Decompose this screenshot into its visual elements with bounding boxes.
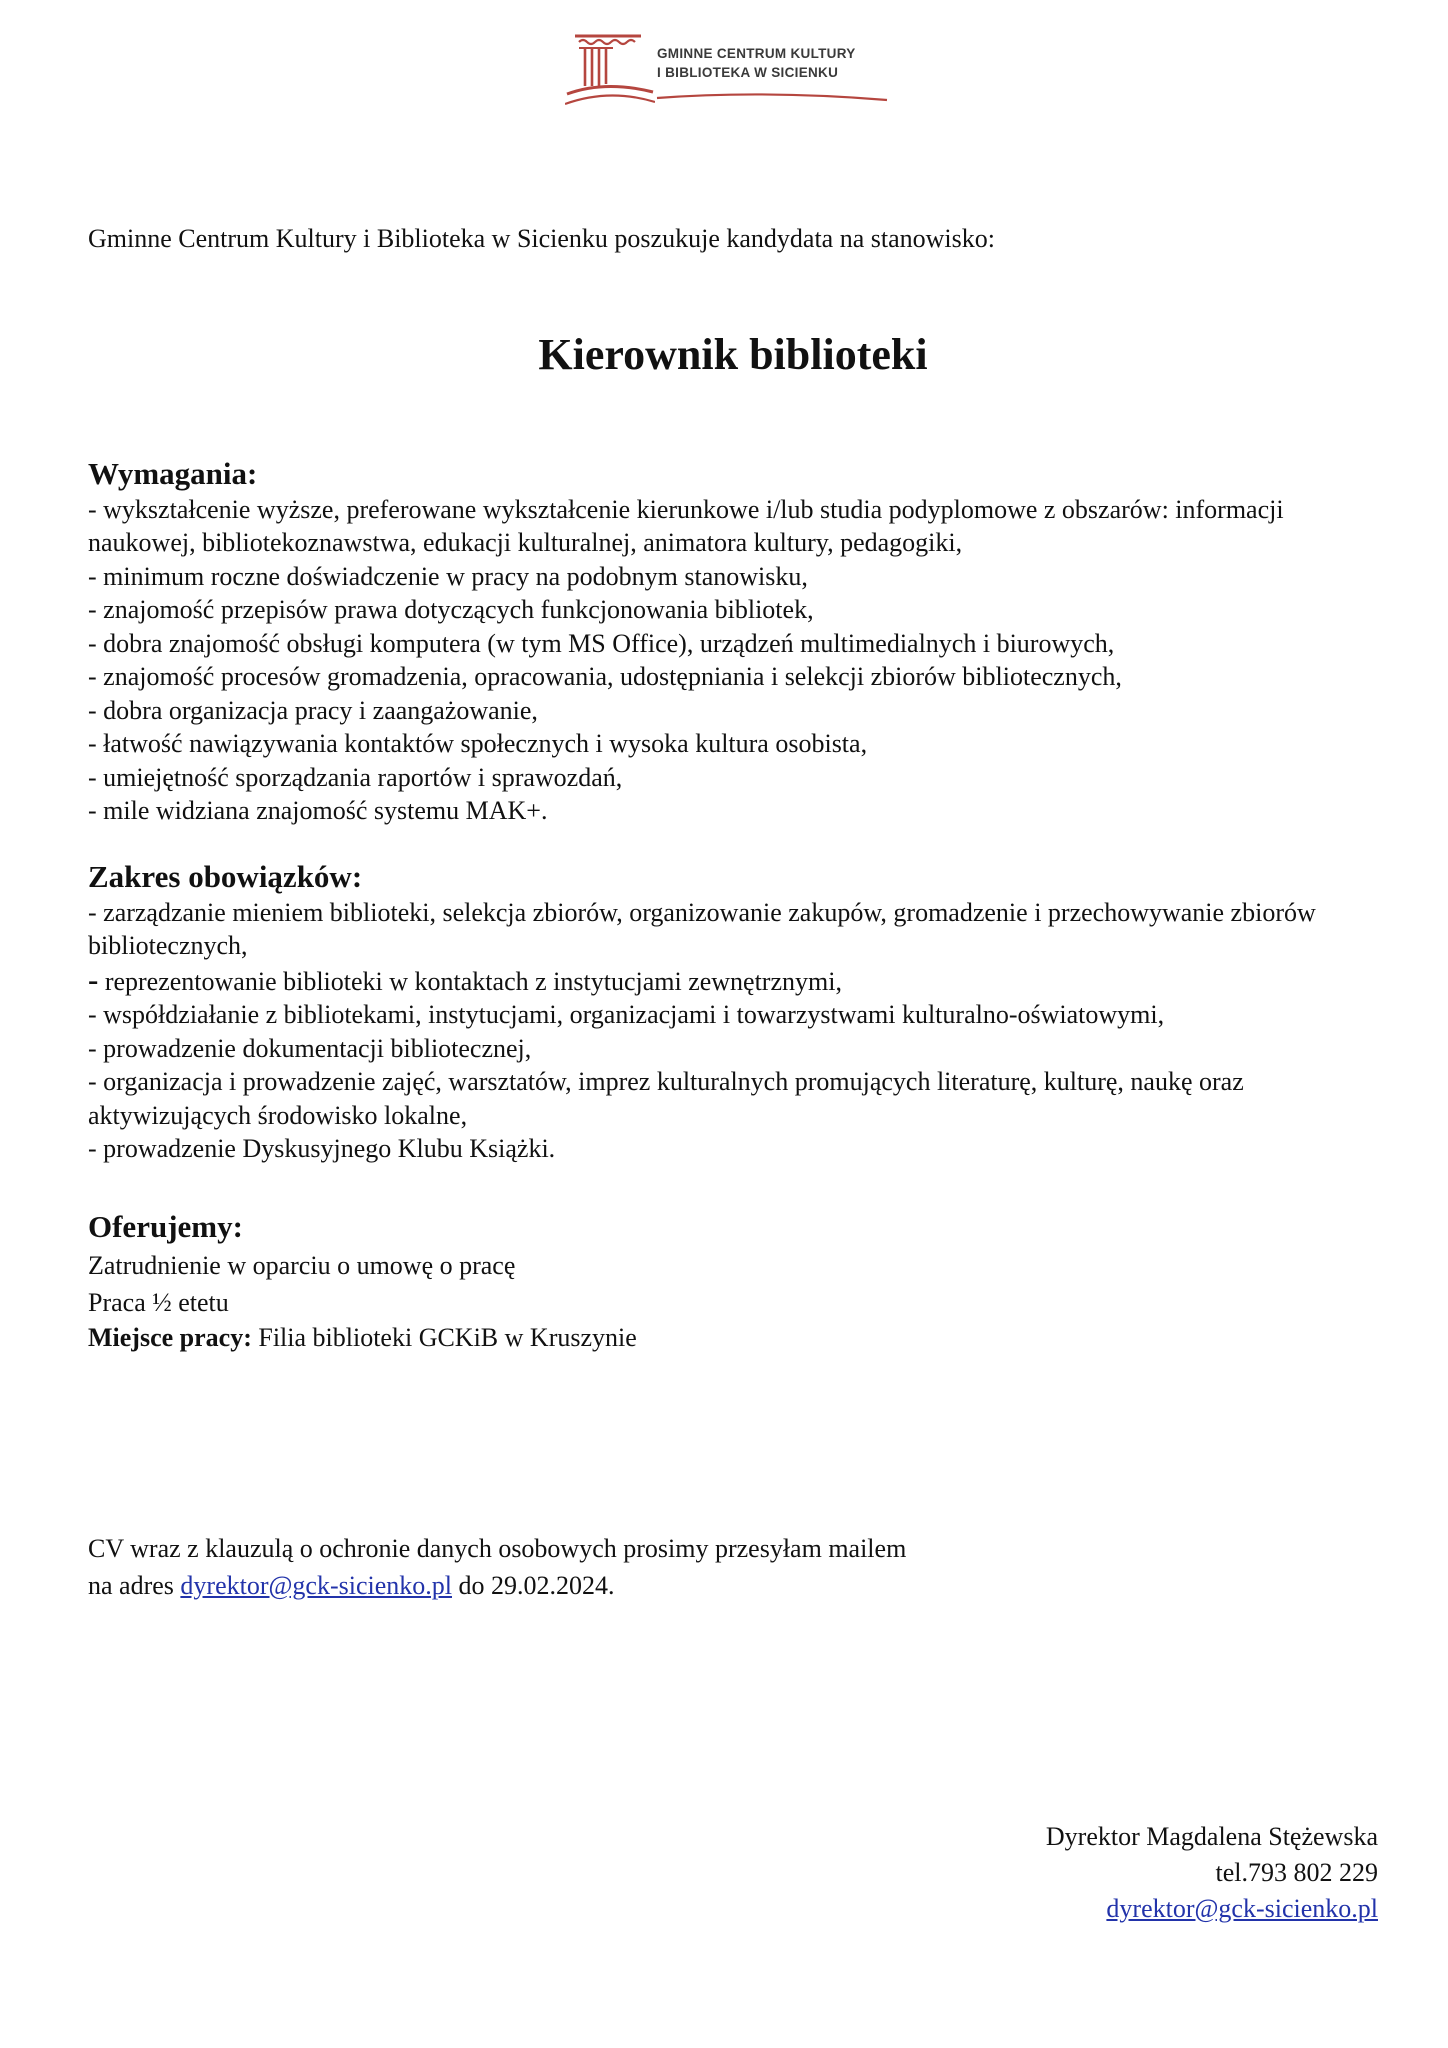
signature-block [1046,1819,1378,1927]
cv-line-2 [88,1567,1378,1604]
cv-instructions [88,1530,1378,1604]
duty-item: - prowadzenie Dyskusyjnego Klubu Książki. [88,1134,556,1163]
offer-line: Praca ½ etetu [88,1287,229,1317]
duties-section [88,858,1378,1166]
director-email-link[interactable]: dyrektor@gck-sicienko.pl [1106,1894,1378,1923]
duty-dash: - [88,961,99,997]
column-book-icon [565,28,655,110]
institution-logo [565,28,905,110]
document-body [88,222,1378,1604]
duty-item: - współdziałanie z bibliotekami, instytucjami, organizacjami i towarzystwami kulturalno-oświatowymi, [88,1000,1165,1029]
workplace [88,1321,1378,1355]
offer-section [88,1208,1378,1355]
cv-prefix: na adres [88,1571,181,1600]
requirements-heading: Wymagania: [88,455,258,491]
requirement-item: - znajomość przepisów prawa dotyczących funkcjonowania bibliotek, [88,595,814,624]
duty-item [88,963,1378,999]
logo-line-1: GMINNE CENTRUM KULTURY [657,46,856,61]
requirement-item: - mile widziana znajomość systemu MAK+. [88,796,548,825]
requirement-item: - dobra znajomość obsługi komputera (w tym MS Office), urządzeń multimedialnych i biurowych, [88,628,1115,658]
logo-line-2: I BIBLIOTEKA W SICIENKU [657,65,839,80]
requirement-item: - znajomość procesów gromadzenia, opracowania, udostępniania i selekcji zbiorów bibliotecznych, [88,662,1122,691]
job-title: Kierownik biblioteki [538,329,928,379]
workplace-value: Filia biblioteki GCKiB w Kruszynie [251,1322,637,1352]
duty-item: - zarządzanie mieniem biblioteki, selekcja zbiorów, organizowanie zakupów, gromadzenie i przechowywanie zbiorów bibliotecznych, [88,897,1316,960]
requirement-item: - dobra organizacja pracy i zaangażowanie, [88,695,538,725]
requirement-item: - minimum roczne doświadczenie w pracy na podobnym stanowisku, [88,561,808,591]
duty-item-text: reprezentowanie biblioteki w kontaktach z instytucjami zewnętrznymi, [98,966,842,996]
duties-heading: Zakres obowiązków: [88,858,363,894]
intro-text: Gminne Centrum Kultury i Biblioteka w Sicienku poszukuje kandydata na stanowisko: [88,224,995,253]
cv-line-1: CV wraz z klauzulą o ochronie danych osobowych prosimy przesyłam mailem [88,1534,907,1563]
director-name: Dyrektor Magdalena Stężewska [1045,1822,1378,1851]
director-phone: tel.793 802 229 [1215,1858,1378,1887]
workplace-label: Miejsce pracy: [88,1322,252,1352]
requirement-item: - umiejętność sporządzania raportów i sprawozdań, [88,762,623,792]
cv-deadline: do 29.02.2024. [452,1571,615,1600]
duty-item: - prowadzenie dokumentacji bibliotecznej, [88,1033,532,1063]
duty-item: - organizacja i prowadzenie zajęć, warsztatów, imprez kulturalnych promujących literaturę, kulturę, naukę oraz aktywizujących środowisko lokalne, [88,1067,1244,1130]
offer-heading: Oferujemy: [88,1208,243,1244]
requirements-section [88,455,1378,828]
offer-line: Zatrudnienie w oparciu o umowę o pracę [88,1250,516,1280]
requirement-item: - wykształcenie wyższe, preferowane wykształcenie kierunkowe i/lub studia podyplomowe z obszarów: informacji naukowej, bibliotekoznawstwa, edukacji kulturalnej, animatora kultury, pedagogiki, [88,494,1284,557]
logo-text [657,44,856,82]
requirement-item: - łatwość nawiązywania kontaktów społecznych i wysoka kultura osobista, [88,729,868,758]
cv-email-link[interactable]: dyrektor@gck-sicienko.pl [180,1571,452,1600]
